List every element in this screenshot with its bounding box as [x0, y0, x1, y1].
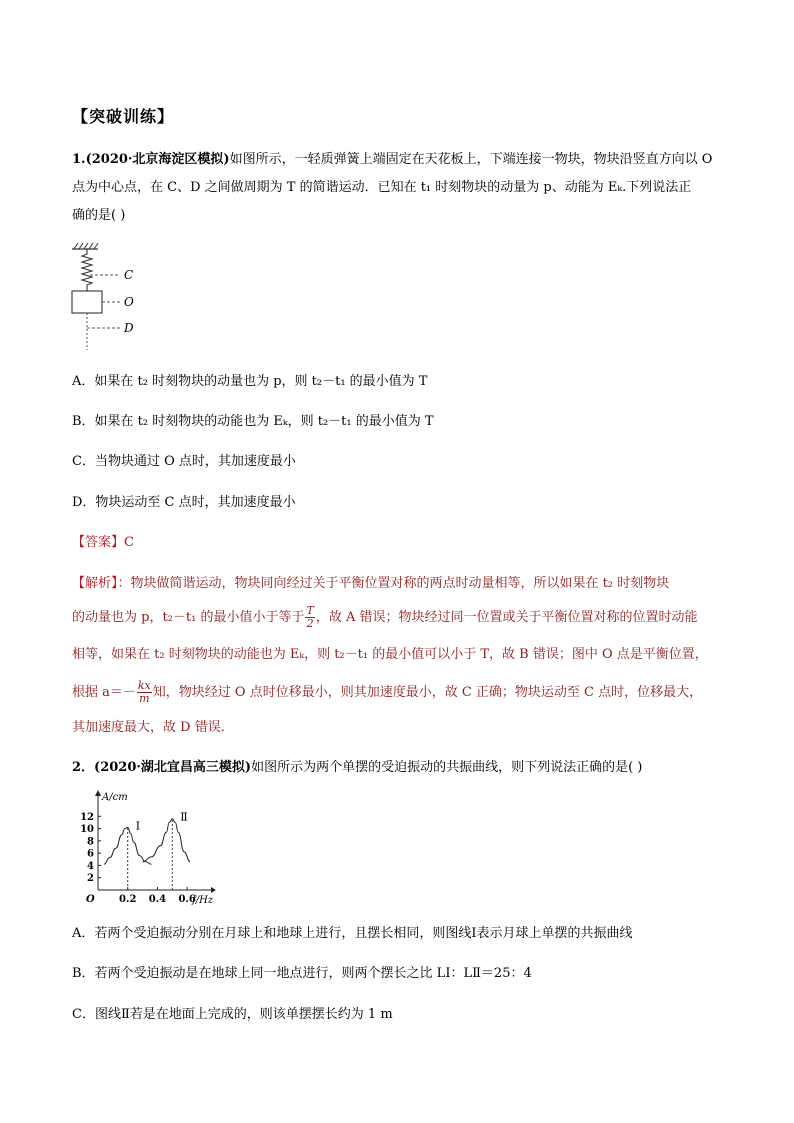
q1-stem-line1	[72, 150, 712, 170]
y-tick-label: 2	[87, 873, 94, 885]
analysis-text-2a: 的动量也为 p，t₂－t₁ 的最小值小于等于	[72, 610, 305, 625]
analysis-line-2	[72, 605, 697, 630]
analysis-line-5: 其加速度最大，故 D 错误．	[72, 720, 234, 735]
q1-stem-line2: 点为中心点，在 C、D 之间做周期为 T 的简谐运动．已知在 t₁ 时刻物块的动量为 p、动能为 Eₖ.下列说法正	[72, 180, 692, 195]
q2-option-a: A．若两个受迫振动分别在月球上和地球上进行，且摆长相同，则图线Ⅰ表示月球上单摆的共振曲线	[72, 926, 633, 941]
series-curve-2	[143, 819, 191, 862]
q2-stem-text: 如图所示为两个单摆的受迫振动的共振曲线，则下列说法正确的是( )	[251, 760, 643, 775]
analysis-text-2b: ，故 A 错误；物块经过同一位置或关于平衡位置对称的位置时动能	[315, 610, 698, 625]
q1-option-d: D．物块运动至 C 点时，其加速度最小	[72, 495, 296, 510]
frac-num-kx: kx	[137, 679, 151, 692]
label-o: O	[124, 295, 134, 309]
frac-den: 2	[306, 617, 314, 630]
x-tick-label: 0.6	[178, 894, 196, 905]
analysis-line-1	[72, 574, 669, 594]
chart-series	[104, 811, 190, 864]
resonance-chart	[72, 790, 232, 908]
q1-stem-line3: 确的是( )	[72, 208, 126, 223]
analysis-text-1: 物块做简谐运动，物块同向经过关于平衡位置对称的两点时动量相等，所以如果在 t₂ 时刻物块	[130, 576, 670, 591]
x-tick-label: 0.4	[148, 894, 167, 905]
spring-figure	[68, 238, 148, 353]
frac-num: T	[306, 604, 314, 617]
fraction-kx-over-m	[137, 680, 152, 705]
y-tick-label: 8	[87, 836, 94, 848]
q2-option-c: C．图线Ⅱ若是在地面上完成的，则该单摆摆长约为 1 m	[72, 1007, 393, 1022]
q1-option-b: B．如果在 t₂ 时刻物块的动能也为 Eₖ，则 t₂－t₁ 的最小值为 T	[72, 414, 434, 429]
origin-label: O	[86, 894, 95, 905]
analysis-line-3: 相等，如果在 t₂ 时刻物块的动能也为 Eₖ，则 t₂－t₁ 的最小值可以小于 T，故 B 错误；图中 O 点是平衡位置，	[72, 647, 708, 662]
y-axis-arrow	[95, 790, 101, 796]
q2-option-b: B．若两个受迫振动是在地球上同一地点进行，则两个摆长之比 LⅠ：LⅡ＝25：4	[72, 966, 532, 981]
analysis-line-4	[72, 680, 702, 705]
y-tick-label: 12	[80, 811, 94, 823]
analysis-text-4b: 知，物块经过 O 点时位移最小，则其加速度最小，故 C 正确；物块运动至 C 点时，位移最大，	[152, 685, 703, 700]
q1-number: 1.	[72, 152, 86, 167]
series-label-2: Ⅱ	[180, 810, 188, 824]
x-axis-arrow	[211, 887, 216, 893]
fraction-t-over-2	[305, 605, 314, 630]
q1-stem-text1: 如图所示，一轻质弹簧上端固定在天花板上，下端连接一物块，物块沿竖直方向以 O	[229, 152, 713, 167]
y-axis-label: A/cm	[102, 792, 128, 803]
q1-answer	[72, 533, 134, 553]
y-tick-label: 4	[87, 860, 94, 872]
q1-option-c: C．当物块通过 O 点时，其加速度最小	[72, 454, 296, 469]
q2-number: 2．	[72, 760, 95, 775]
label-d: D	[124, 321, 134, 335]
x-axis-label: f/Hz	[192, 895, 214, 906]
q1-source: (2020·北京海淀区模拟)	[85, 152, 230, 167]
answer-value: C	[124, 535, 134, 550]
q2-stem	[72, 758, 642, 778]
label-c: C	[124, 268, 134, 282]
y-tick-label: 10	[80, 824, 94, 836]
series-label-1: Ⅰ	[135, 819, 141, 833]
ceiling-hatch	[72, 243, 98, 249]
frac-den-m: m	[139, 692, 150, 705]
analysis-text-4a: 根据 a＝－	[72, 685, 136, 700]
chart-axes	[95, 790, 216, 893]
y-tick-label: 6	[87, 848, 94, 860]
q1-option-a: A．如果在 t₂ 时刻物块的动量也为 p，则 t₂－t₁ 的最小值为 T	[72, 374, 428, 389]
answer-label: 【答案】	[72, 535, 125, 550]
x-tick-label: 0.2	[119, 894, 137, 905]
chart-resonance-markers	[128, 819, 173, 890]
analysis-label: 【解析】：	[72, 576, 131, 591]
block	[72, 291, 102, 313]
q2-source: (2020·湖北宜昌高三模拟)	[94, 760, 252, 775]
section-heading: 【突破训练】	[72, 107, 175, 126]
spring-coil	[82, 249, 92, 291]
